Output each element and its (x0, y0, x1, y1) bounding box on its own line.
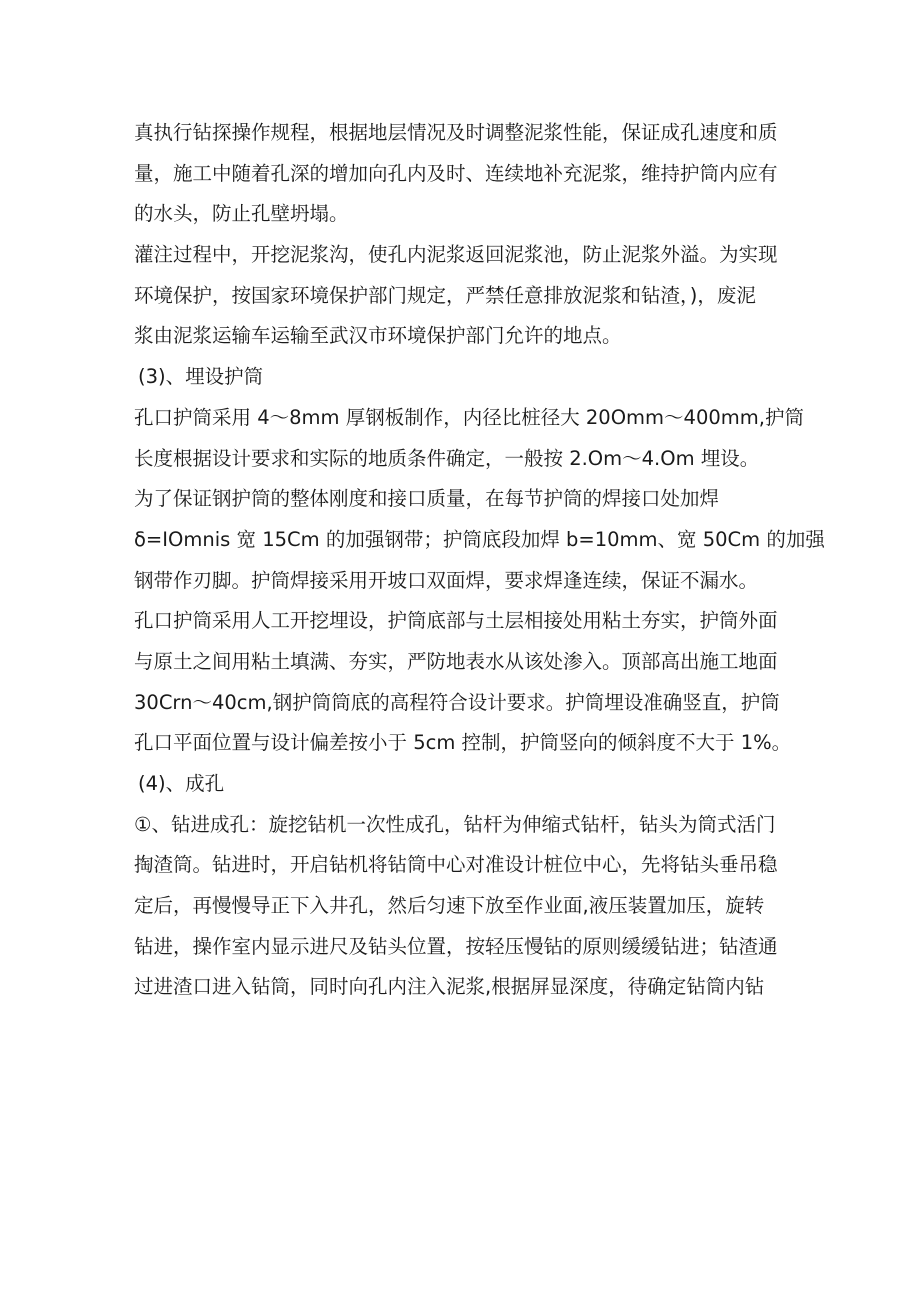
document-body (134, 113, 825, 1008)
text-line: ①、钻进成孔：旋挖钻机一次性成孔，钻杆为伸缩式钻杆，钻头为筒式活门 (134, 812, 776, 836)
text-line: 量，施工中随着孔深的增加向孔内及时、连续地补充泥浆，维持护筒内应有 (134, 161, 778, 185)
text-line: 钢带作刃脚。护筒焊接采用开坡口双面焊，要求焊逢连续，保证不漏水。 (134, 568, 759, 592)
text-line: 真执行钻探操作规程，根据地层情况及时调整泥浆性能，保证成孔速度和质 (134, 121, 778, 144)
text-line: δ=IOmnis 宽 15Cm 的加强钢带；护筒底段加焊 b=10mm、宽 50Cm 的加强 (134, 527, 825, 551)
text-line: 长度根据设计要求和实际的地质条件确定，一般按 2.Om〜4.Om 埋设。 (134, 446, 760, 470)
text-line: 浆由泥浆运输车运输至武汉市环境保护部门允许的地点。 (134, 324, 622, 348)
text-line: 钻进，操作室内显示进尺及钻头位置，按轻压慢钻的原则缓缓钻进；钻渣通 (134, 934, 778, 958)
text-line: 灌注过程中，开挖泥浆沟，使孔内泥浆返回泥浆池，防止泥浆外溢。为实现 (134, 243, 778, 267)
section-heading-4: (4)、成孔 (138, 772, 225, 795)
section-heading-3: (3)、埋设护筒 (138, 365, 264, 389)
text-line: 环境保护，按国家环境保护部门规定，严禁任意排放泥浆和钻渣，)，废泥 (134, 283, 756, 307)
text-line: 定后，再慢慢导正下入井孔，然后匀速下放至作业面,液压装置加压，旋转 (134, 894, 765, 918)
text-line: 过进渣口进入钻筒，同时向孔内注入泥浆,根据屏显深度，待确定钻筒内钻 (134, 975, 765, 999)
text-line: 掏渣筒。钻进时，开启钻机将钻筒中心对准设计桩位中心，先将钻头垂吊稳 (134, 853, 778, 877)
text-line: 孔口护筒采用 4〜8mm 厚钢板制作，内径比桩径大 20Omm〜400mm,护筒 (134, 405, 804, 429)
text-line: 30Crn〜40cm,钢护筒筒底的高程符合设计要求。护筒埋设准确竖直，护筒 (134, 690, 780, 714)
text-line: 孔口平面位置与设计偏差按小于 5cm 控制，护筒竖向的倾斜度不大于 1%。 (134, 731, 792, 755)
text-line: 为了保证钢护筒的整体刚度和接口质量，在每节护筒的焊接口处加焊 (134, 487, 720, 511)
text-line: 与原土之间用粘土填满、夯实，严防地表水从该处渗入。顶部高出施工地面 (134, 649, 778, 673)
text-line: 孔口护筒采用人工开挖埋设，护筒底部与土层相接处用粘土夯实，护筒外面 (134, 609, 778, 633)
text-line: 的水头，防止孔壁坍塌。 (134, 202, 349, 226)
